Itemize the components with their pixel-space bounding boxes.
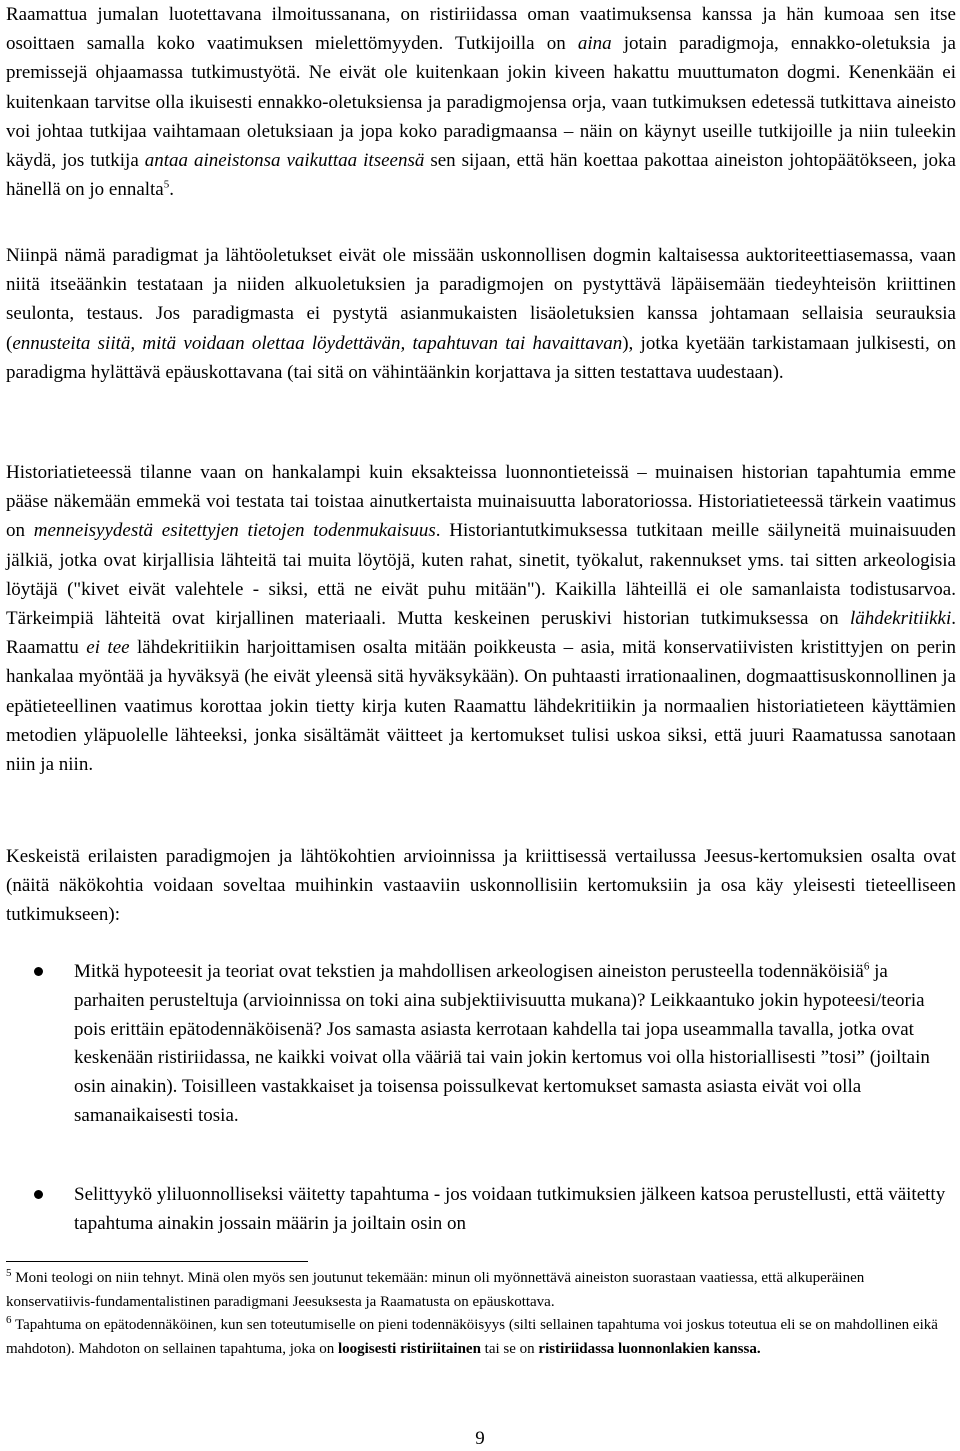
bullet-list-item-2 — [0, 1181, 960, 1239]
text-run: jotain paradigmoja, ennakko-oletuksia ja premissejä ohjaamassa tutkimustyötä. Ne eivät ole kuitenkaan jokin kiveen hakattu muuttumaton dogmi. Kenenkään ei kuitenkaan tarvitse olla ikuisesti ennakko-oletuksiensa ja paradigmojensa orja, vaan tutkimuksen edetessä tutkittava aineisto voi johtaa tutkijaa vaihtamaan oletuksiaan ja jopa koko paradigmaansa – näin on käynyt useille tutkijoille ja niin tuleekin käydä, jos tutkija — [6, 33, 956, 172]
text-run: ja parhaiten perusteltuja (arvioinnissa on toki aina subjektiivisuutta mukana)? Leikkaantuko jokin hypoteesi/teoria pois erittäin epätodennäköisenä? Jos samasta asiasta kerrotaan kahdella tai jopa useammalla tavalla, jotka ovat keskenään ristiriidassa, ne kaikki voivat olla vääriä tai vain jokin kertomus voi olla historiallisesti ”tosi” (joiltain osin ainakin). Toisilleen vastakkaiset ja toisensa poissulkevat kertomukset samasta asiasta eivät voi olla samanaikaisesti tosia. — [74, 961, 930, 1126]
emphasis-text: antaa aineistonsa vaikuttaa itseensä — [144, 150, 425, 172]
page-number: 9 — [475, 1428, 485, 1449]
bullet-text — [74, 1184, 945, 1234]
emphasis-text: menneisyydestä esitettyjen tietojen todenmukaisuus — [33, 520, 436, 542]
bullet-list-item-1 — [0, 958, 960, 1131]
bold-text: ristiriidassa luonnonlakien kanssa. — [538, 1340, 761, 1357]
footnote-6 — [6, 1314, 956, 1361]
text-run: . Historiantutkimuksessa tutkitaan meille säilyneitä muinaisuuden jälkiä, jotka ovat kirjallisia lähteitä tai muita löytöjä, kuten rahat, sinetit, työkalut, rakennukset yms. tai sitten arkeologisia löytäjä ("kivet eivät valehtele - siksi, että ne eivät puhu mitään"). Kaikilla lähteillä ei ole samanlaista todistusarvoa. Tärkeimpiä lähteitä ovat kirjallinen materiaali. Mutta keskeinen peruskivi historian tutkimuksessa on — [6, 520, 957, 630]
footnotes — [6, 1267, 956, 1361]
footnote-separator — [6, 1261, 308, 1262]
footnote-marker: 6 — [6, 1314, 12, 1326]
paragraph-3 — [6, 458, 956, 779]
bold-text: loogisesti ristiriitainen — [338, 1340, 481, 1357]
text-run: . — [169, 179, 174, 201]
bullet-text — [74, 961, 930, 1126]
emphasis-text: lähdekritiikki — [849, 608, 952, 630]
bullet-icon — [34, 1190, 43, 1199]
list-item — [0, 958, 952, 1131]
text-run: Selittyykö yliluonnolliseksi väitetty tapahtuma - jos voidaan tutkimuksien jälkeen katsoa perustellusti, että väitetty tapahtuma ainakin jossain määrin ja joiltain osin on — [74, 1184, 946, 1234]
text-run: lähdekritiikin harjoittamisen osalta mitään poikkeusta – asia, mitä konservatiivisten kristittyjen on perin hankalaa myöntää ja hyväksyä (he eivät yleensä sitä hyväksykään). On puhtaasti irrationaalinen, dogmaattisuskonnollinen ja epätieteellinen vaatimus korottaa jokin tietty kirja kuten Raamattu lähdekritiikin ja normaalien historiatieteen käyttämien metodien yläpuolelle lähteeksi, jonka sisältämät väitteet ja kertomukset tulisi uskoa siksi, että juuri Raamatussa sanotaan niin ja niin. — [6, 637, 957, 776]
text-run: ), jotka kyetään tarkistamaan julkisesti, on paradigma hylättävä epäuskottavana (tai sitä on vähintäänkin korjattava ja sitten testattava uudestaan). — [6, 332, 956, 383]
text-run: . Raamattu — [6, 608, 956, 659]
text-run: sen sijaan, että hän koettaa pakottaa aineiston johtopäätökseen, joka hänellä on jo ennalta — [6, 150, 956, 201]
list-item — [0, 1181, 952, 1239]
text-run: Tapahtuma on epätodennäköinen, kun sen toteutumiselle on pieni todennäköisyys (silti sellainen tapahtuma voi joskus toteutua eli se on mahdollinen eikä mahdoton). Mahdoton on sellainen tapahtuma, joka on — [6, 1317, 938, 1357]
text-run: tai se on — [480, 1340, 539, 1357]
text-run: Raamattua jumalan luotettavana ilmoitussanana, on ristiriidassa oman vaatimuksensa kanssa ja hän kumoaa sen itse osoittaen samalla koko vaatimuksen mielettömyyden. Tutkijoilla on — [6, 4, 956, 55]
paragraph-1 — [6, 0, 956, 204]
text-run: Niinpä nämä paradigmat ja lähtöoletukset eivät ole missään uskonnollisen dogmin kaltaisessa auktoriteettiasemassa, vaan niitä itseäänkin testataan ja niiden alkuoletuksien ja paradigmojen on pystyttävä läpäisemään tiedeyhteisön kriittinen seulonta, testaus. Jos paradigmasta ei pystytä asianmukaisten lisäoletuksien kanssa johtamaan sellaisia seurauksia ( — [6, 245, 956, 354]
text-run: Keskeistä erilaisten paradigmojen ja lähtökohtien arvioinnissa ja kriittisessä vertailussa Jeesus-kertomuksien osalta ovat (näitä näkökohtia voidaan soveltaa muihinkin vastaaviin uskonnollisiin kertomuksiin ja osa käy yleisesti tieteelliseen tutkimukseen): — [6, 846, 956, 926]
paragraph-2 — [6, 241, 956, 387]
bullet-icon — [34, 967, 43, 976]
text-run: Moni teologi on niin tehnyt. Minä olen myös sen joutunut tekemään: minun oli myönnettävä aineiston suorastaan vaatiessa, että alkuperäinen konservatiivis-fundamentalistinen paradigmani Jeesuksesta ja Raamatusta on epäuskottava. — [6, 1270, 865, 1310]
text-run: Mitkä hypoteesit ja teoriat ovat tekstien ja mahdollisen arkeologisen aineiston perusteella todennäköisiä — [74, 961, 864, 982]
paragraph-4 — [6, 842, 956, 930]
footnote-marker: 6 — [863, 960, 870, 973]
emphasis-text: ennusteita siitä, mitä voidaan olettaa löydettävän, tapahtuvan tai havaittavan — [12, 332, 623, 354]
footnote-marker: 5 — [163, 178, 170, 191]
text-run: Historiatieteessä tilanne vaan on hankalampi kuin eksakteissa luonnontieteissä – muinaisen historian tapahtumia emme pääse näkemään emmekä voi testata tai toistaa ainutkertaista muinaisuutta laboratoriossa. Historiatieteessä tärkein vaatimus on — [6, 462, 956, 542]
footnote-5 — [6, 1267, 956, 1314]
footnote-marker: 5 — [6, 1267, 12, 1279]
emphasis-text: ei tee — [86, 637, 130, 659]
emphasis-text: aina — [577, 33, 612, 55]
